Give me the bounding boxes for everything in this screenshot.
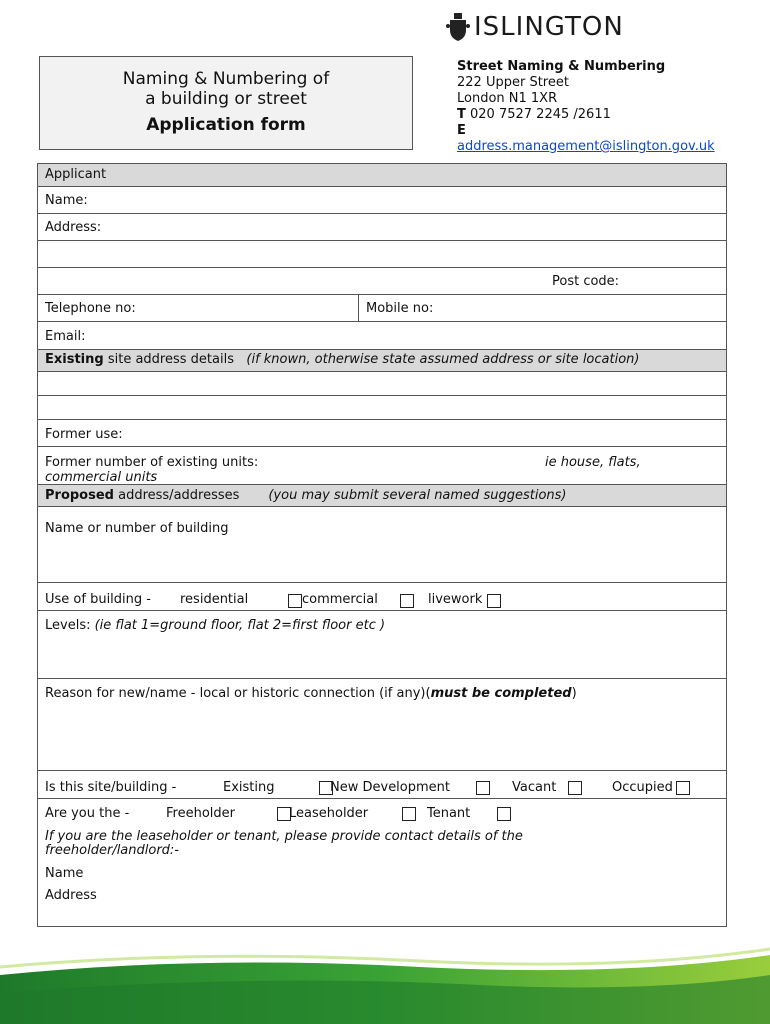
existing-address-line-2[interactable] — [38, 396, 726, 420]
form-title-box — [39, 56, 413, 150]
existing-bold: Existing — [45, 352, 104, 367]
use-label: Use of building - — [45, 592, 151, 607]
use-residential-label: residential — [180, 592, 249, 607]
contact-details — [457, 59, 737, 157]
telephone-field[interactable] — [38, 295, 359, 321]
email-field[interactable] — [38, 322, 726, 350]
livework-checkbox[interactable] — [487, 594, 501, 608]
reason-close: ) — [571, 686, 577, 701]
vacant-label: Vacant — [512, 780, 557, 795]
name-label: Name: — [45, 193, 88, 208]
postcode-label: Post code: — [552, 274, 620, 289]
site-status-row — [38, 771, 726, 799]
landlord-address-label: Address — [45, 888, 97, 903]
use-livework-label: livework — [428, 592, 483, 607]
landlord-note-2: freeholder/landlord:- — [45, 843, 179, 858]
landlord-note: If you are the leaseholder or tenant, please provide contact details of the — [45, 829, 523, 844]
reason-field[interactable] — [38, 679, 726, 771]
new-development-label: New Development — [330, 780, 451, 795]
former-use-label: Former use: — [45, 427, 123, 442]
contact-heading: Street Naming & Numbering — [457, 59, 666, 74]
address-field[interactable] — [38, 214, 726, 241]
vacant-checkbox[interactable] — [568, 781, 582, 795]
contact-address-2: London N1 1XR — [457, 91, 558, 106]
existing-note: (if known, otherwise state assumed address or site location) — [246, 352, 640, 367]
contact-telephone: 020 7527 2245 /2611 — [470, 107, 611, 122]
proposed-section-header — [38, 485, 726, 507]
site-status-label: Is this site/building - — [45, 780, 177, 795]
logo-text: ISLINGTON — [474, 12, 624, 42]
email-label: Email: — [45, 329, 86, 344]
green-wave-footer — [0, 945, 770, 1024]
applicant-section-label: Applicant — [45, 167, 107, 182]
postcode-field[interactable] — [38, 268, 726, 295]
occupied-label: Occupied — [612, 780, 673, 795]
reason-required: must be completed — [430, 686, 572, 701]
tenant-checkbox[interactable] — [497, 807, 511, 821]
page-title: Application form — [146, 115, 306, 135]
existing-section-header — [38, 350, 726, 372]
mobile-label: Mobile no: — [366, 301, 434, 316]
levels-note: (ie flat 1=ground floor, flat 2=first floor etc ) — [94, 618, 386, 633]
email-label: E — [457, 123, 466, 138]
new-development-checkbox[interactable] — [476, 781, 490, 795]
contact-address-1: 222 Upper Street — [457, 75, 569, 90]
ownership-section — [38, 799, 726, 926]
levels-field[interactable] — [38, 611, 726, 679]
tenant-label: Tenant — [427, 806, 471, 821]
former-units-field[interactable] — [38, 447, 726, 485]
proposed-bold: Proposed — [45, 488, 114, 503]
phone-row — [38, 295, 726, 322]
former-use-field[interactable] — [38, 420, 726, 447]
title-line-1: Naming & Numbering of — [122, 69, 330, 89]
reason-label: Reason for new/name - local or historic connection (if any)( — [45, 686, 431, 701]
leaseholder-label: Leaseholder — [289, 806, 369, 821]
building-name-label: Name or number of building — [45, 521, 229, 536]
leaseholder-checkbox[interactable] — [402, 807, 416, 821]
former-units-hint-2: commercial units — [45, 470, 158, 485]
address-line-2-field[interactable] — [38, 241, 726, 268]
existing-option-label: Existing — [223, 780, 275, 795]
levels-label: Levels: — [45, 618, 91, 633]
occupied-checkbox[interactable] — [676, 781, 690, 795]
name-field[interactable] — [38, 187, 726, 214]
council-logo — [446, 12, 624, 42]
contact-email-link[interactable]: address.management@islington.gov.uk — [457, 139, 715, 154]
address-label: Address: — [45, 220, 102, 235]
mobile-field[interactable] — [359, 295, 725, 321]
proposed-label: address/addresses — [118, 488, 240, 503]
use-of-building-row — [38, 583, 726, 611]
crest-icon — [446, 12, 470, 42]
commercial-checkbox[interactable] — [400, 594, 414, 608]
proposed-note: (you may submit several named suggestions) — [268, 488, 567, 503]
role-label: Are you the - — [45, 806, 130, 821]
former-units-hint: ie house, flats, — [545, 455, 641, 470]
freeholder-label: Freeholder — [166, 806, 235, 821]
tel-label: T — [457, 107, 466, 122]
applicant-section-header — [38, 164, 726, 187]
existing-address-line-1[interactable] — [38, 372, 726, 396]
existing-label: site address details — [107, 352, 234, 367]
telephone-label: Telephone no: — [45, 301, 136, 316]
building-name-field[interactable] — [38, 507, 726, 583]
title-line-2: a building or street — [145, 89, 307, 109]
landlord-name-label: Name — [45, 866, 84, 881]
application-form — [37, 163, 727, 927]
residential-checkbox[interactable] — [288, 594, 302, 608]
former-units-label: Former number of existing units: — [45, 455, 259, 470]
use-commercial-label: commercial — [302, 592, 378, 607]
